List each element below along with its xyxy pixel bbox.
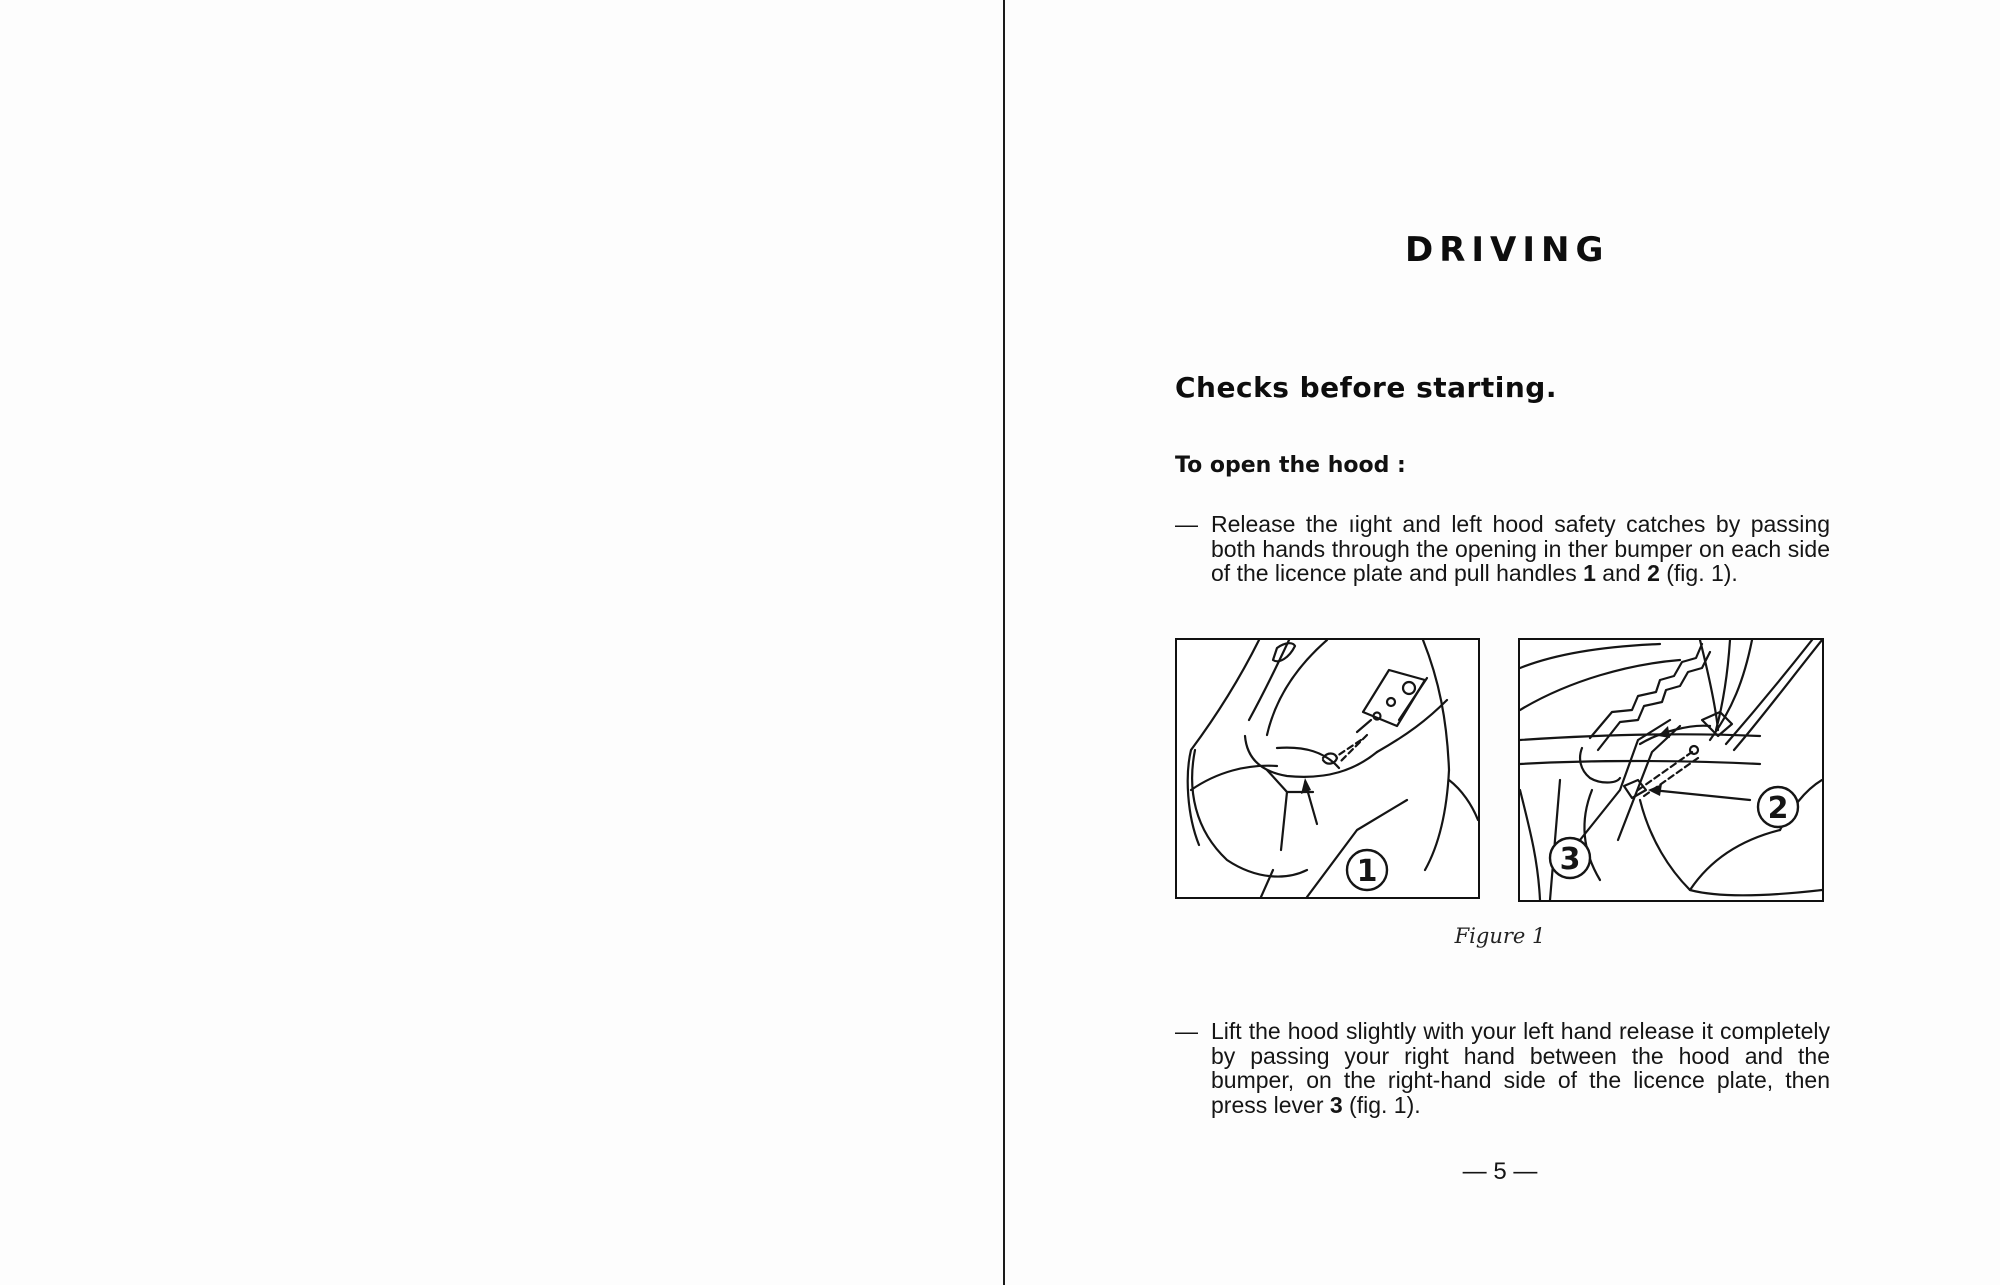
instruction-text-part: (fig. 1). <box>1659 560 1738 586</box>
instruction-release-catches <box>1175 512 1830 586</box>
instruction-text-part: Release the ıight and left hood safety catches by passing both hands through the opening in ther bumper on each side of the licence plate and pull handles <box>1211 511 1830 586</box>
page-number: — 5 — <box>1462 1158 1538 1185</box>
figure-1-right-illustration <box>1518 638 1824 902</box>
figure-1-left-illustration <box>1175 638 1480 899</box>
instruction-dash: — <box>1175 1018 1198 1044</box>
instruction-text <box>1211 1019 1830 1117</box>
instruction-text-part: and <box>1595 560 1648 586</box>
instruction-text <box>1211 512 1830 586</box>
chapter-title: DRIVING <box>1405 230 1610 270</box>
hood-catch-drawing-right <box>1520 640 1822 900</box>
instruction-dash: — <box>1175 511 1198 537</box>
instruction-text-part: Lift the hood slightly with your left hand release it completely by passing your right hand between the hood and the bumper, on the right-hand side of the licence plate, then press lever <box>1211 1018 1830 1118</box>
callout-1: 1 <box>1356 854 1378 889</box>
instruction-text-part: (fig. 1). <box>1342 1091 1421 1118</box>
handle-ref-2: 2 <box>1647 560 1660 586</box>
callout-2: 2 <box>1767 791 1789 826</box>
sub-heading: To open the hood : <box>1175 453 1406 478</box>
section-heading: Checks before starting. <box>1175 371 1557 404</box>
callout-3: 3 <box>1559 842 1581 877</box>
figure-caption: Figure 1 <box>1454 924 1546 948</box>
hood-catch-drawing-left <box>1177 640 1478 897</box>
instruction-lift-hood <box>1175 1019 1830 1117</box>
lever-ref-3: 3 <box>1329 1091 1343 1118</box>
handle-ref-1: 1 <box>1583 560 1596 586</box>
